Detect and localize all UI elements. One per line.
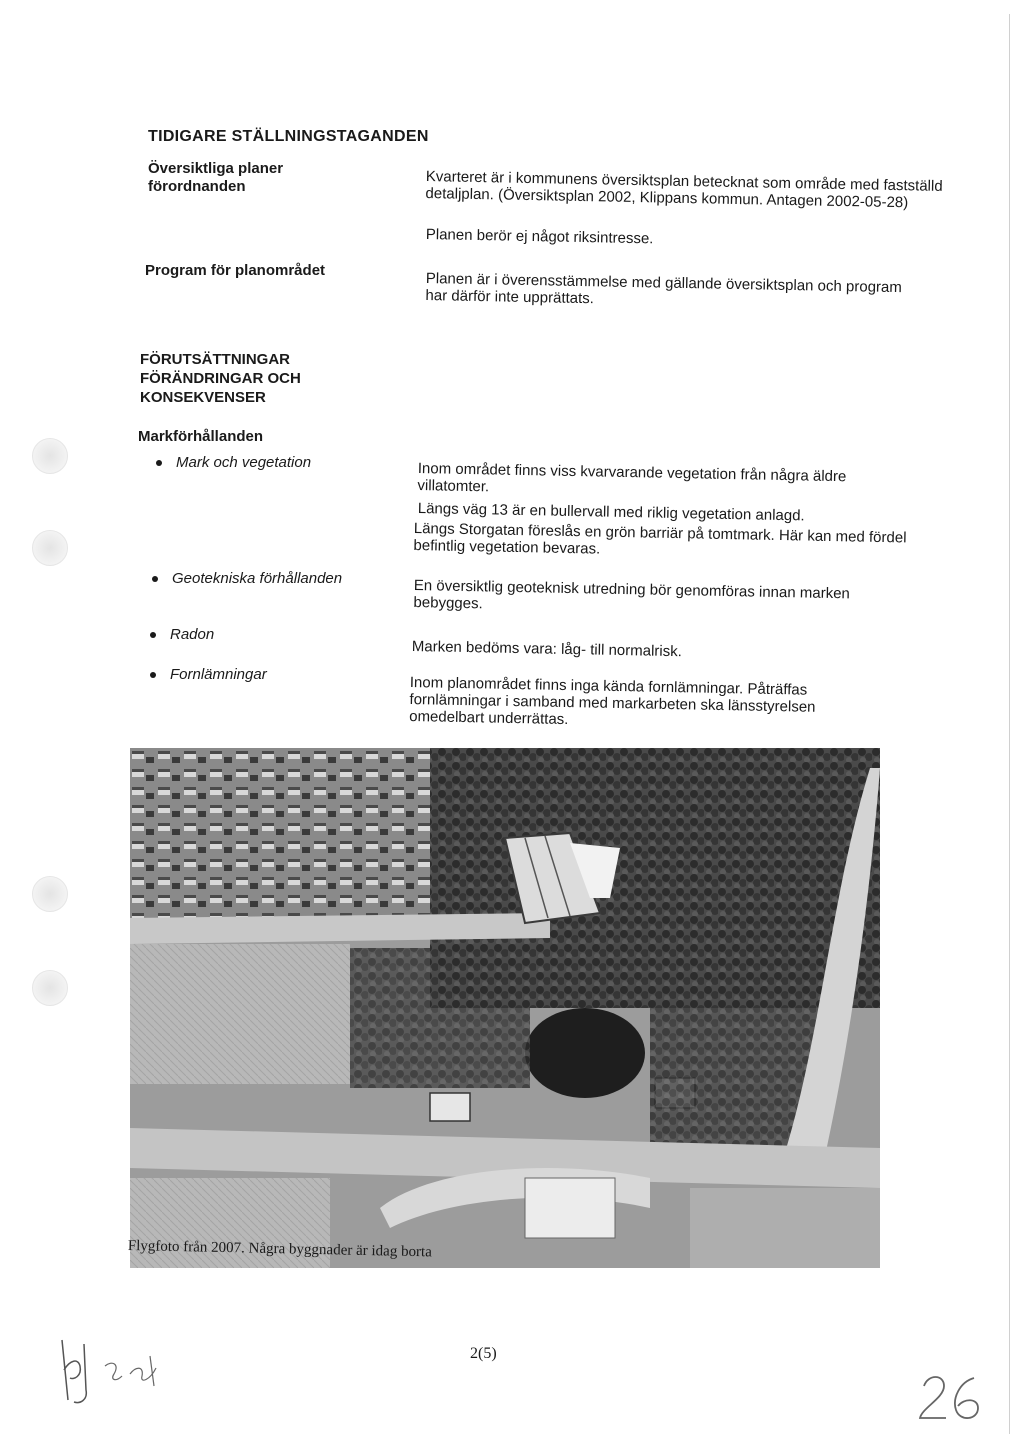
- binder-hole: [32, 530, 68, 566]
- aerial-photo: [127, 748, 880, 1268]
- label-oversiktliga-planer: Översiktliga planer förordnanden: [148, 160, 284, 195]
- signature: [50, 1330, 180, 1415]
- heading-line: FÖRÄNDRINGAR OCH: [140, 370, 301, 387]
- text-gron-barriar: Längs Storgatan föreslås en grön barriär på tomtmark. Här kan med fördel befintlig vegetation bevaras.: [413, 520, 907, 558]
- bullet-dot-icon: [150, 672, 156, 678]
- bullet-label: Mark och vegetation: [176, 454, 312, 471]
- section-heading-tidigare: TIDIGARE STÄLLNINGSTAGANDEN: [148, 128, 429, 145]
- bullet-dot-icon: [156, 460, 162, 466]
- page-number: 2(5): [470, 1345, 497, 1362]
- stamp-number-graphic: [912, 1368, 992, 1428]
- text-radon: Marken bedöms vara: låg- till normalrisk.: [411, 638, 683, 661]
- bullet-label: Fornlämningar: [170, 666, 267, 683]
- photo-caption: Flygfoto från 2007. Några byggnader är idag borta: [127, 1238, 433, 1261]
- text-bullervall: Längs väg 13 är en bullervall med riklig vegetation anlagd.: [417, 500, 805, 525]
- text-fornlamningar: Inom planområdet finns inga kända fornlämningar. Påträffas fornlämningar i samband med markarbeten ska länsstyrelsen omedelbart underrättas.: [409, 674, 816, 729]
- bullet-dot-icon: [150, 632, 156, 638]
- bullet-item: [150, 626, 214, 643]
- text-oversiktliga-planer: Kvarteret är i kommunens översiktsplan betecknat som område med fastställd detaljplan. (Översiktsplan 2002, Klippans kommun. Antagen 2002-05-28): [425, 168, 943, 212]
- binder-hole: [32, 438, 68, 474]
- text-mark-och-vegetation: Inom området finns viss kvarvarande vegetation från några äldre villatomter.: [417, 460, 847, 496]
- bullet-label: Radon: [170, 626, 215, 643]
- aerial-photo-graphic: [127, 748, 880, 1268]
- text-geotekniska: En översiktlig geoteknisk utredning bör genomföras innan marken bebygges.: [413, 577, 850, 613]
- signature-graphic: [50, 1330, 180, 1410]
- text-riksintresse: Planen berör ej något riksintresse.: [425, 226, 654, 248]
- bullet-dot-icon: [152, 576, 158, 582]
- heading-line: KONSEKVENSER: [140, 389, 266, 406]
- section-heading-forutsattningar: [140, 350, 301, 407]
- scan-edge: [1009, 14, 1010, 1434]
- heading-line: FÖRUTSÄTTNINGAR: [140, 351, 290, 368]
- binder-hole: [32, 876, 68, 912]
- label-program: Program för planområdet: [145, 262, 326, 279]
- handwritten-stamp-number: [912, 1368, 992, 1433]
- binder-hole: [32, 970, 68, 1006]
- bullet-item: [156, 454, 311, 471]
- bullet-label: Geotekniska förhållanden: [172, 570, 343, 587]
- text-program: Planen är i överensstämmelse med gällande översiktsplan och program har därför inte upprättats.: [425, 270, 902, 308]
- bullet-item: [150, 666, 267, 683]
- subheading-markforhallanden: Markförhållanden: [138, 428, 264, 445]
- bullet-item: [152, 570, 342, 587]
